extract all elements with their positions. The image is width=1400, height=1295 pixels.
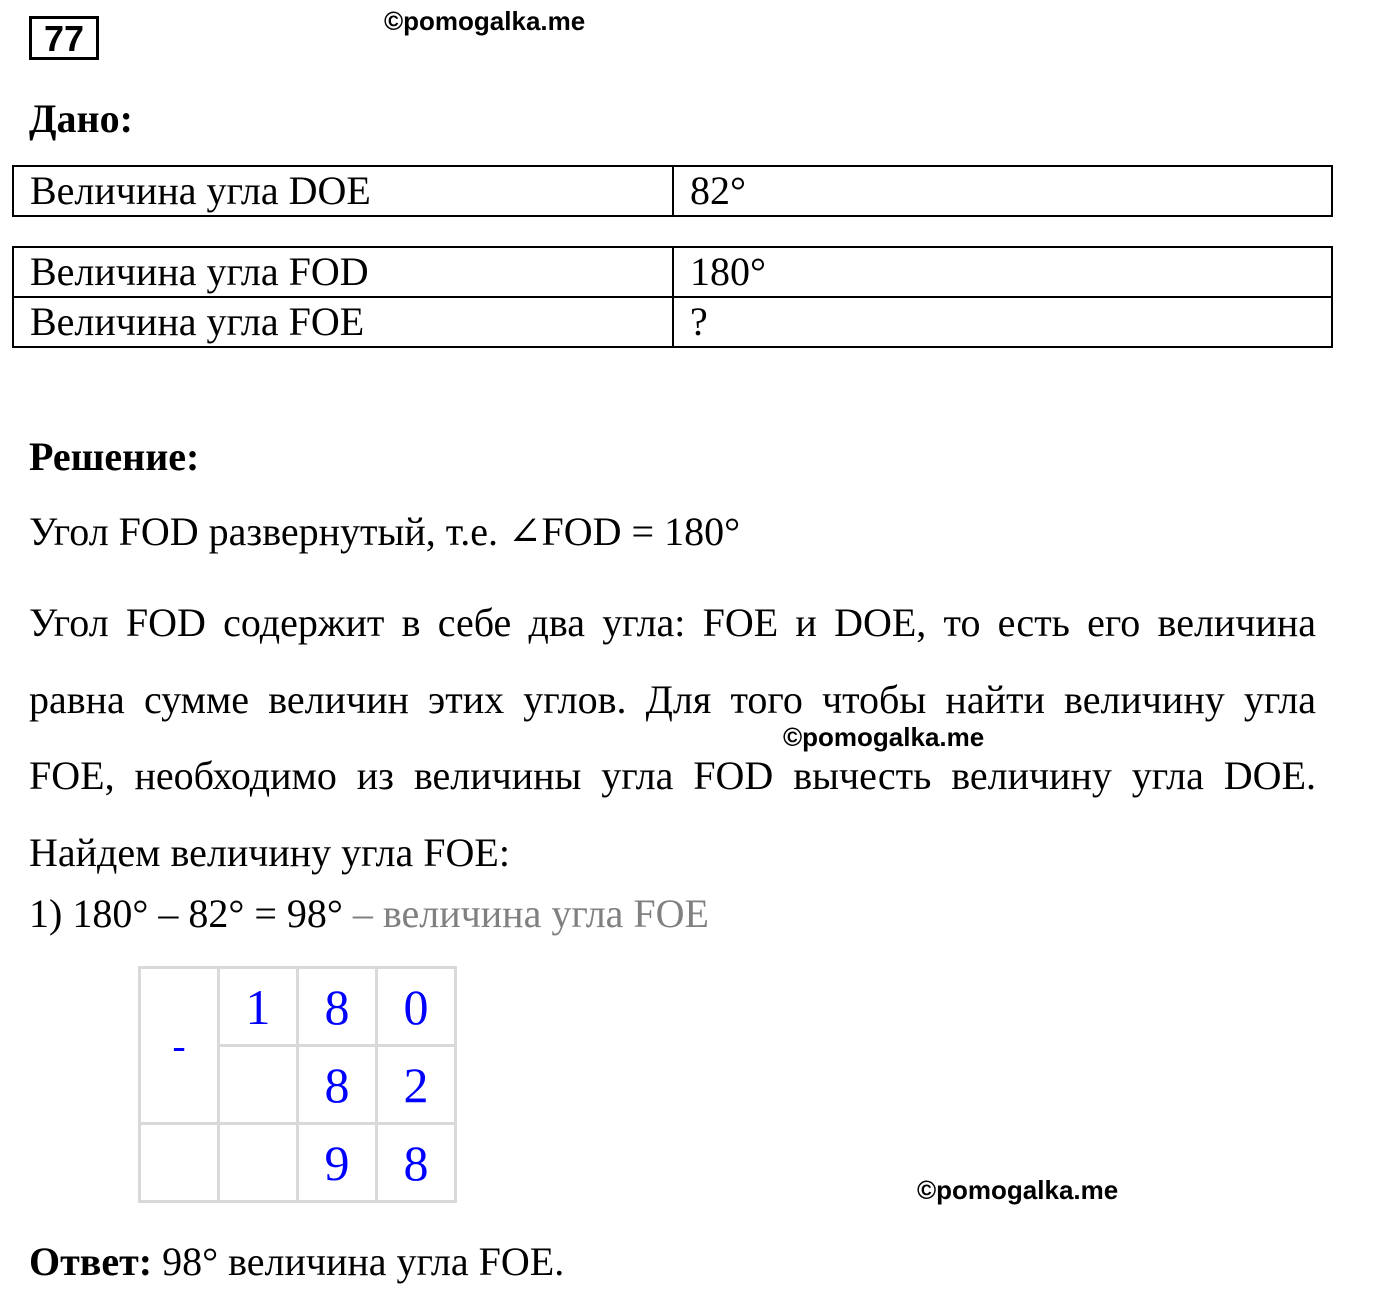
watermark: ©pomogalka.me [917,1175,1119,1205]
watermark: ©pomogalka.me [783,722,985,752]
result-row [140,1124,456,1202]
column-subtraction [138,966,457,1203]
digit: 0 [377,968,456,1046]
problem-number: 77 [29,16,99,60]
table-row [13,247,1332,297]
digit: 8 [298,1046,377,1124]
digit: 8 [298,968,377,1046]
table-row [13,166,1332,216]
digit: 1 [219,968,298,1046]
digit: 9 [298,1124,377,1202]
table-row [13,297,1332,347]
given-table-2 [12,246,1333,348]
solution-step-1 [29,890,1316,938]
solution-paragraph: Угол FOD содержит в себе два угла: FOE и DOE, то есть его величина равна сумме величин этих углов. Для того чтобы найти величину угла FOE, необходимо из величины угла FOD вычесть величину угла DOE. Найдем величину угла FOE: [29,600,1316,875]
step-expression: 1) 180° – 82° = 98° [29,891,343,936]
given-value: 180° [673,247,1332,297]
given-label: Величина угла DOE [13,166,673,216]
answer-label: Ответ: [29,1239,153,1284]
given-value: 82° [673,166,1332,216]
given-value: ? [673,297,1332,347]
minus-sign: - [140,968,219,1124]
digit: 2 [377,1046,456,1124]
solution-line-1: Угол FOD развернутый, т.е. ∠FOD = 180° [29,509,741,554]
empty-cell [140,1124,219,1202]
empty-cell [219,1046,298,1124]
digit: 8 [377,1124,456,1202]
step-note: – величина угла FOE [342,891,709,936]
given-label: Величина угла FOD [13,247,673,297]
given-table-1 [12,165,1333,217]
watermark: ©pomogalka.me [384,6,586,36]
given-label: Величина угла FOE [13,297,673,347]
answer-text: 98° величина угла FOE. [152,1239,565,1284]
given-heading: Дано: [29,96,133,141]
solution-heading: Решение: [29,434,200,479]
empty-cell [219,1124,298,1202]
answer [29,1238,564,1286]
minuend-row [140,968,456,1046]
